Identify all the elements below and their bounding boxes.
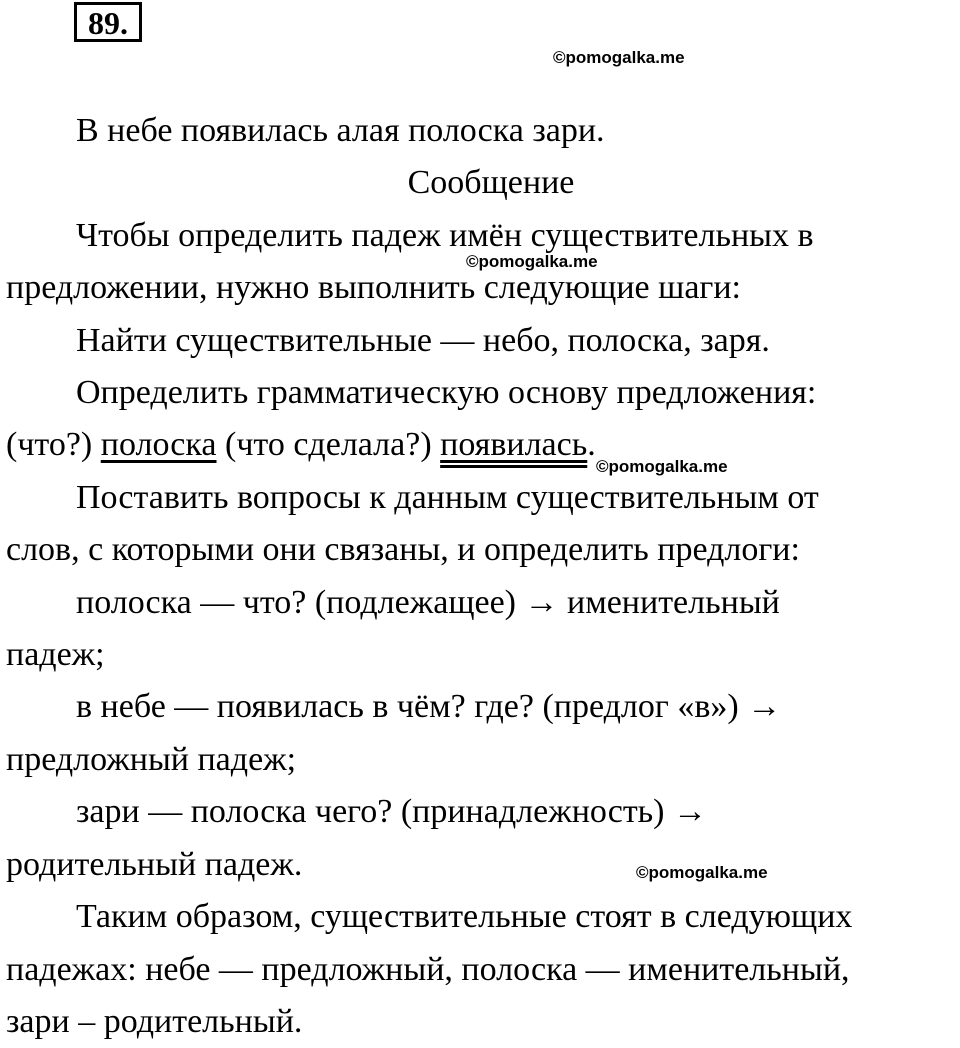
paragraph-line: Найти существительные — небо, полоска, заря. [76, 321, 770, 359]
paragraph-line: полоска — что? (подлежащее) → именительный [76, 583, 780, 621]
paragraph-line: слов, с которыми они связаны, и определить предлоги: [6, 531, 800, 569]
paragraph-line: предложении, нужно выполнить следующие шаги: [6, 269, 742, 307]
watermark: ©pomogalka.me [466, 252, 598, 271]
grammar-basis-line [6, 419, 946, 471]
example-sentence: В небе появилась алая полоска зари. [76, 112, 605, 149]
watermark: ©pomogalka.me [553, 48, 685, 67]
watermark: ©pomogalka.me [596, 457, 728, 476]
predicate-word: появилась [440, 426, 588, 464]
section-heading: Сообщение [407, 164, 575, 202]
watermark: ©pomogalka.me [636, 863, 768, 882]
text-fragment: . [587, 426, 596, 464]
paragraph-line: падеж; [6, 636, 105, 674]
solution-text [6, 105, 946, 1048]
text-fragment: (что?) [6, 426, 101, 464]
paragraph-line: Определить грамматическую основу предложения: [76, 374, 817, 412]
text-fragment: (что сделала?) [216, 426, 441, 464]
paragraph-line: зари — полоска чего? (принадлежность) → [76, 793, 708, 831]
paragraph-line: Таким образом, существительные стоят в следующих [76, 898, 853, 936]
paragraph-line: падежах: небе — предложный, полоска — именительный, [6, 950, 850, 988]
paragraph-line: в небе — появилась в чём? где? (предлог «в») → [76, 688, 782, 726]
paragraph-line: предложный падеж; [6, 740, 297, 778]
paragraph-line: Поставить вопросы к данным существительным от [76, 478, 819, 516]
task-number-box: 89. [74, 2, 142, 42]
paragraph-line: Чтобы определить падеж имён существительных в [76, 216, 814, 254]
paragraph-line: родительный падеж. [6, 845, 303, 883]
subject-word: полоска [100, 426, 217, 464]
paragraph-line: зари – родительный. [6, 1002, 303, 1040]
